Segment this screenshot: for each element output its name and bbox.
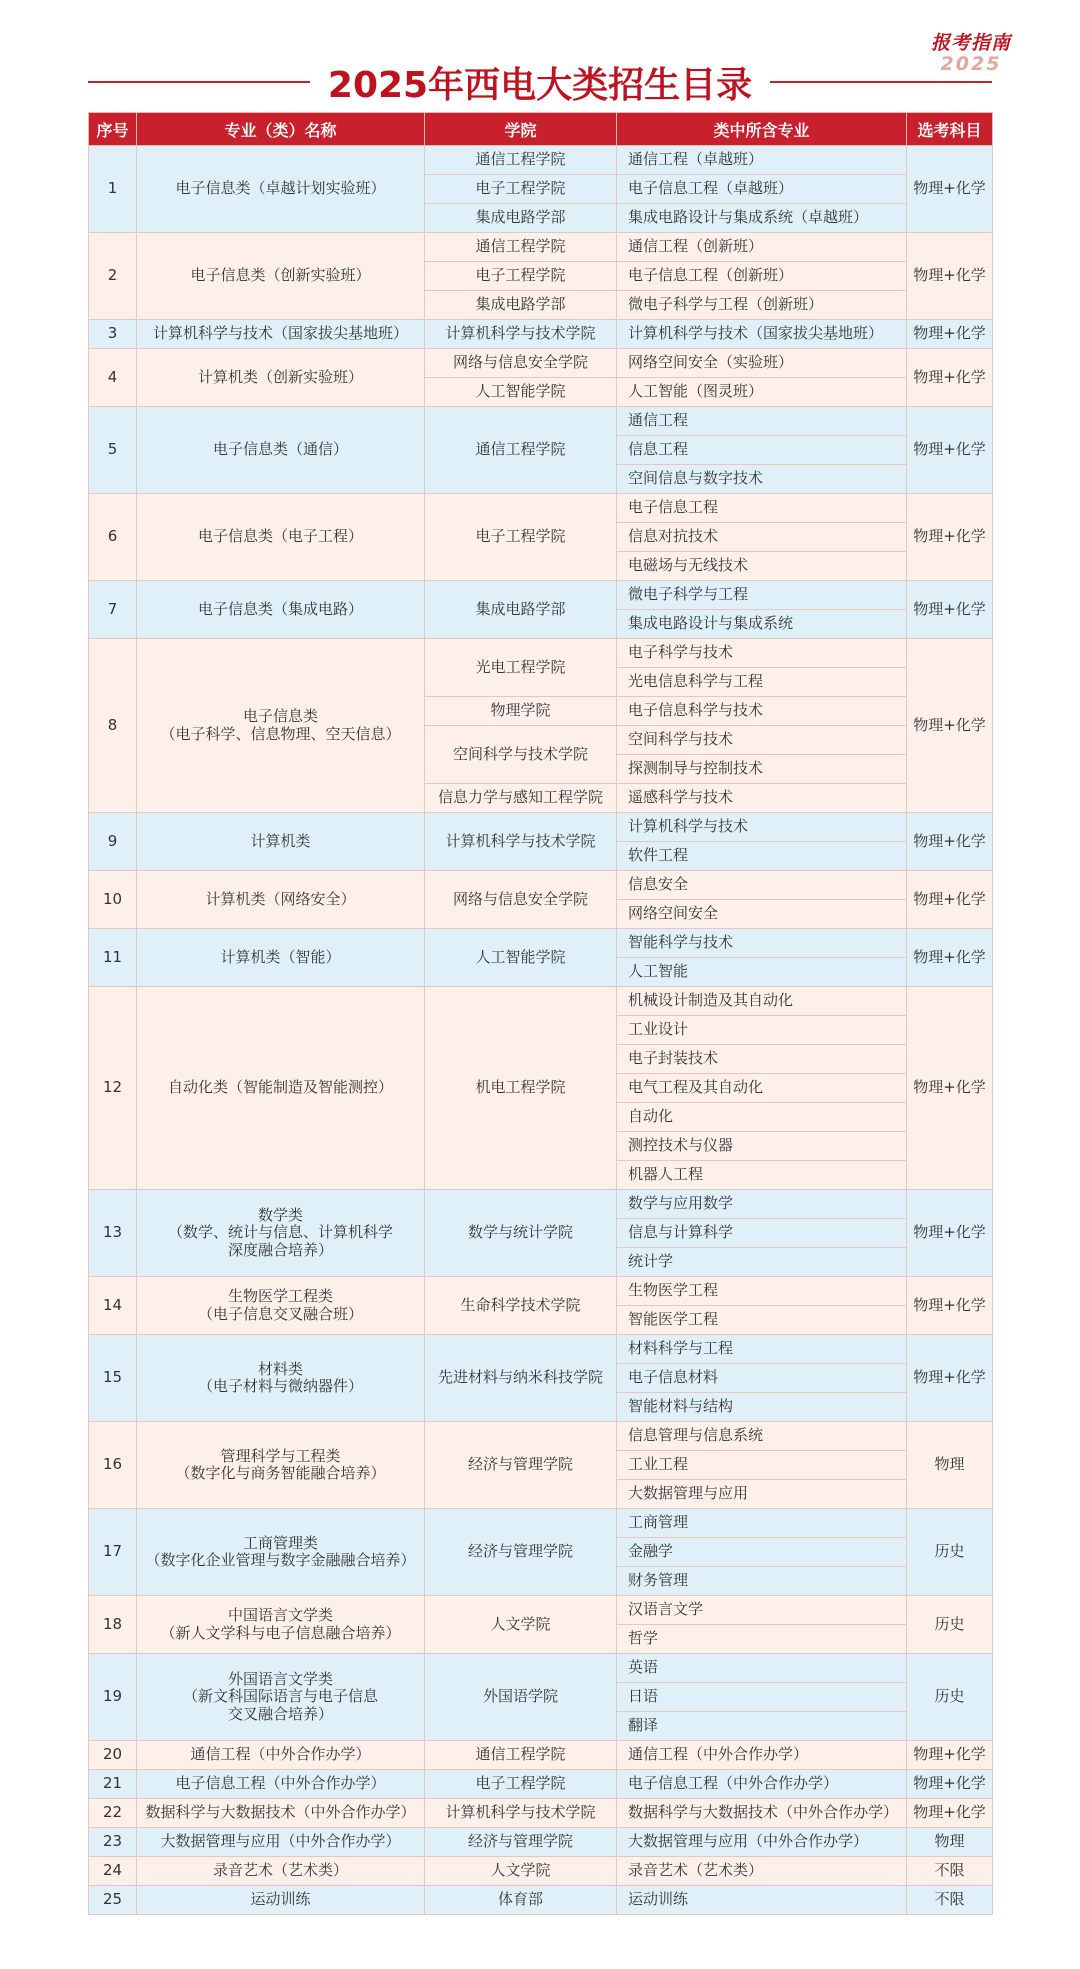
college-name: 经济与管理学院	[425, 1828, 617, 1857]
table-row	[89, 813, 993, 842]
college-name: 人文学院	[425, 1596, 617, 1654]
title-row	[88, 54, 992, 110]
college-name: 经济与管理学院	[425, 1509, 617, 1596]
college-name: 人工智能学院	[425, 929, 617, 987]
program-name: 材料类 （电子材料与微纳器件）	[137, 1335, 425, 1422]
subject-requirement: 物理+化学	[907, 1190, 993, 1277]
table-row	[89, 1596, 993, 1625]
major-name: 计算机科学与技术	[617, 813, 907, 842]
college-name: 光电工程学院	[425, 639, 617, 697]
row-index: 6	[89, 494, 137, 581]
row-index: 10	[89, 871, 137, 929]
row-index: 18	[89, 1596, 137, 1654]
major-name: 电气工程及其自动化	[617, 1074, 907, 1103]
row-index: 7	[89, 581, 137, 639]
table-row	[89, 349, 993, 378]
header-majors: 类中所含专业	[617, 113, 907, 146]
college-name: 电子工程学院	[425, 262, 617, 291]
college-name: 通信工程学院	[425, 233, 617, 262]
subject-requirement: 不限	[907, 1857, 993, 1886]
college-name: 集成电路学部	[425, 581, 617, 639]
major-name: 工商管理	[617, 1509, 907, 1538]
college-name: 生命科学技术学院	[425, 1277, 617, 1335]
major-name: 通信工程（中外合作办学）	[617, 1741, 907, 1770]
table-row	[89, 233, 993, 262]
row-index: 5	[89, 407, 137, 494]
major-name: 运动训练	[617, 1886, 907, 1915]
major-name: 电子信息工程（卓越班）	[617, 175, 907, 204]
table-row	[89, 871, 993, 900]
college-name: 集成电路学部	[425, 204, 617, 233]
row-index: 25	[89, 1886, 137, 1915]
subject-requirement: 历史	[907, 1654, 993, 1741]
subject-requirement: 物理+化学	[907, 494, 993, 581]
college-name: 机电工程学院	[425, 987, 617, 1190]
major-name: 信息对抗技术	[617, 523, 907, 552]
subject-requirement: 物理	[907, 1828, 993, 1857]
program-name: 计算机科学与技术（国家拔尖基地班）	[137, 320, 425, 349]
major-name: 哲学	[617, 1625, 907, 1654]
table-row	[89, 1857, 993, 1886]
college-name: 信息力学与感知工程学院	[425, 784, 617, 813]
table-row	[89, 1654, 993, 1683]
college-name: 计算机科学与技术学院	[425, 813, 617, 871]
subject-requirement: 物理+化学	[907, 349, 993, 407]
program-name: 电子信息工程（中外合作办学）	[137, 1770, 425, 1799]
table-row	[89, 146, 993, 175]
program-name: 电子信息类（通信）	[137, 407, 425, 494]
title-divider-left	[88, 81, 310, 83]
college-name: 通信工程学院	[425, 1741, 617, 1770]
major-name: 微电子科学与工程（创新班）	[617, 291, 907, 320]
program-name: 自动化类（智能制造及智能测控）	[137, 987, 425, 1190]
college-name: 电子工程学院	[425, 1770, 617, 1799]
college-name: 经济与管理学院	[425, 1422, 617, 1509]
row-index: 12	[89, 987, 137, 1190]
program-name: 外国语言文学类 （新文科国际语言与电子信息 交叉融合培养）	[137, 1654, 425, 1741]
subject-requirement: 物理+化学	[907, 871, 993, 929]
college-name: 人工智能学院	[425, 378, 617, 407]
header-subjects: 选考科目	[907, 113, 993, 146]
row-index: 23	[89, 1828, 137, 1857]
table-row	[89, 929, 993, 958]
major-name: 日语	[617, 1683, 907, 1712]
table-row	[89, 1799, 993, 1828]
major-name: 智能医学工程	[617, 1306, 907, 1335]
table-row	[89, 1422, 993, 1451]
row-index: 24	[89, 1857, 137, 1886]
college-name: 数学与统计学院	[425, 1190, 617, 1277]
subject-requirement: 物理	[907, 1422, 993, 1509]
college-name: 体育部	[425, 1886, 617, 1915]
subject-requirement: 物理+化学	[907, 1277, 993, 1335]
subject-requirement: 物理+化学	[907, 813, 993, 871]
row-index: 21	[89, 1770, 137, 1799]
college-name: 通信工程学院	[425, 407, 617, 494]
table-row	[89, 581, 993, 610]
major-name: 测控技术与仪器	[617, 1132, 907, 1161]
major-name: 电子信息工程（创新班）	[617, 262, 907, 291]
table-row	[89, 1509, 993, 1538]
program-name: 计算机类（创新实验班）	[137, 349, 425, 407]
header-index: 序号	[89, 113, 137, 146]
row-index: 9	[89, 813, 137, 871]
major-name: 软件工程	[617, 842, 907, 871]
program-name: 电子信息类（电子工程）	[137, 494, 425, 581]
program-name: 通信工程（中外合作办学）	[137, 1741, 425, 1770]
major-name: 通信工程（卓越班）	[617, 146, 907, 175]
program-name: 中国语言文学类 （新人文学科与电子信息融合培养）	[137, 1596, 425, 1654]
table-row	[89, 320, 993, 349]
major-name: 空间科学与技术	[617, 726, 907, 755]
major-name: 英语	[617, 1654, 907, 1683]
program-name: 计算机类（网络安全）	[137, 871, 425, 929]
major-name: 材料科学与工程	[617, 1335, 907, 1364]
table-row	[89, 1770, 993, 1799]
major-name: 网络空间安全（实验班）	[617, 349, 907, 378]
row-index: 19	[89, 1654, 137, 1741]
college-name: 物理学院	[425, 697, 617, 726]
table-row	[89, 407, 993, 436]
major-name: 空间信息与数字技术	[617, 465, 907, 494]
college-name: 计算机科学与技术学院	[425, 320, 617, 349]
header-program-name: 专业（类）名称	[137, 113, 425, 146]
subject-requirement: 物理+化学	[907, 929, 993, 987]
page-title: 2025年西电大类招生目录	[327, 64, 753, 106]
subject-requirement: 物理+化学	[907, 987, 993, 1190]
major-name: 智能科学与技术	[617, 929, 907, 958]
row-index: 8	[89, 639, 137, 813]
major-name: 生物医学工程	[617, 1277, 907, 1306]
row-index: 15	[89, 1335, 137, 1422]
major-name: 微电子科学与工程	[617, 581, 907, 610]
major-name: 计算机科学与技术（国家拔尖基地班）	[617, 320, 907, 349]
major-name: 大数据管理与应用（中外合作办学）	[617, 1828, 907, 1857]
major-name: 信息与计算科学	[617, 1219, 907, 1248]
program-name: 电子信息类（集成电路）	[137, 581, 425, 639]
program-name: 运动训练	[137, 1886, 425, 1915]
major-name: 人工智能	[617, 958, 907, 987]
row-index: 13	[89, 1190, 137, 1277]
major-name: 数学与应用数学	[617, 1190, 907, 1219]
major-name: 电子科学与技术	[617, 639, 907, 668]
major-name: 自动化	[617, 1103, 907, 1132]
title-divider-right	[770, 81, 992, 83]
row-index: 14	[89, 1277, 137, 1335]
table-row	[89, 1828, 993, 1857]
major-name: 信息管理与信息系统	[617, 1422, 907, 1451]
badge-year: 2025	[940, 53, 1002, 75]
table-row	[89, 1335, 993, 1364]
header-college: 学院	[425, 113, 617, 146]
major-name: 信息工程	[617, 436, 907, 465]
major-name: 电子信息工程（中外合作办学）	[617, 1770, 907, 1799]
subject-requirement: 物理+化学	[907, 1741, 993, 1770]
major-name: 电子封装技术	[617, 1045, 907, 1074]
major-name: 网络空间安全	[617, 900, 907, 929]
college-name: 集成电路学部	[425, 291, 617, 320]
college-name: 计算机科学与技术学院	[425, 1799, 617, 1828]
row-index: 11	[89, 929, 137, 987]
major-name: 大数据管理与应用	[617, 1480, 907, 1509]
college-name: 电子工程学院	[425, 175, 617, 204]
major-name: 集成电路设计与集成系统（卓越班）	[617, 204, 907, 233]
major-name: 光电信息科学与工程	[617, 668, 907, 697]
row-index: 1	[89, 146, 137, 233]
program-name: 电子信息类（创新实验班）	[137, 233, 425, 320]
major-name: 统计学	[617, 1248, 907, 1277]
subject-requirement: 历史	[907, 1596, 993, 1654]
major-name: 汉语言文学	[617, 1596, 907, 1625]
major-name: 通信工程	[617, 407, 907, 436]
admissions-table	[88, 112, 993, 1915]
program-name: 数学类 （数学、统计与信息、计算机科学 深度融合培养）	[137, 1190, 425, 1277]
subject-requirement: 物理+化学	[907, 1799, 993, 1828]
subject-requirement: 物理+化学	[907, 320, 993, 349]
major-name: 信息安全	[617, 871, 907, 900]
program-name: 生物医学工程类 （电子信息交叉融合班）	[137, 1277, 425, 1335]
row-index: 20	[89, 1741, 137, 1770]
program-name: 录音艺术（艺术类）	[137, 1857, 425, 1886]
table-row	[89, 1190, 993, 1219]
program-name: 大数据管理与应用（中外合作办学）	[137, 1828, 425, 1857]
table-row	[89, 1277, 993, 1306]
college-name: 人文学院	[425, 1857, 617, 1886]
major-name: 工业设计	[617, 1016, 907, 1045]
subject-requirement: 不限	[907, 1886, 993, 1915]
college-name: 先进材料与纳米科技学院	[425, 1335, 617, 1422]
program-name: 工商管理类 （数字化企业管理与数字金融融合培养）	[137, 1509, 425, 1596]
college-name: 通信工程学院	[425, 146, 617, 175]
program-name: 电子信息类（卓越计划实验班）	[137, 146, 425, 233]
row-index: 22	[89, 1799, 137, 1828]
college-name: 网络与信息安全学院	[425, 871, 617, 929]
subject-requirement: 物理+化学	[907, 233, 993, 320]
major-name: 翻译	[617, 1712, 907, 1741]
major-name: 遥感科学与技术	[617, 784, 907, 813]
row-index: 3	[89, 320, 137, 349]
college-name: 空间科学与技术学院	[425, 726, 617, 784]
major-name: 集成电路设计与集成系统	[617, 610, 907, 639]
major-name: 机器人工程	[617, 1161, 907, 1190]
table-body	[89, 146, 993, 1915]
college-name: 网络与信息安全学院	[425, 349, 617, 378]
major-name: 数据科学与大数据技术（中外合作办学）	[617, 1799, 907, 1828]
major-name: 录音艺术（艺术类）	[617, 1857, 907, 1886]
table-row	[89, 494, 993, 523]
subject-requirement: 历史	[907, 1509, 993, 1596]
college-name: 电子工程学院	[425, 494, 617, 581]
major-name: 电子信息材料	[617, 1364, 907, 1393]
subject-requirement: 物理+化学	[907, 639, 993, 813]
program-name: 计算机类（智能）	[137, 929, 425, 987]
subject-requirement: 物理+化学	[907, 1335, 993, 1422]
table-row	[89, 1886, 993, 1915]
row-index: 2	[89, 233, 137, 320]
major-name: 财务管理	[617, 1567, 907, 1596]
major-name: 人工智能（图灵班）	[617, 378, 907, 407]
table-row	[89, 987, 993, 1016]
major-name: 机械设计制造及其自动化	[617, 987, 907, 1016]
major-name: 电子信息工程	[617, 494, 907, 523]
subject-requirement: 物理+化学	[907, 146, 993, 233]
table-row	[89, 1741, 993, 1770]
table-row	[89, 639, 993, 668]
subject-requirement: 物理+化学	[907, 1770, 993, 1799]
major-name: 通信工程（创新班）	[617, 233, 907, 262]
row-index: 17	[89, 1509, 137, 1596]
program-name: 管理科学与工程类 （数字化与商务智能融合培养）	[137, 1422, 425, 1509]
subject-requirement: 物理+化学	[907, 407, 993, 494]
program-name: 计算机类	[137, 813, 425, 871]
row-index: 16	[89, 1422, 137, 1509]
major-name: 工业工程	[617, 1451, 907, 1480]
major-name: 探测制导与控制技术	[617, 755, 907, 784]
program-name: 数据科学与大数据技术（中外合作办学）	[137, 1799, 425, 1828]
major-name: 电子信息科学与技术	[617, 697, 907, 726]
table-header-row	[89, 113, 993, 146]
college-name: 外国语学院	[425, 1654, 617, 1741]
major-name: 金融学	[617, 1538, 907, 1567]
major-name: 电磁场与无线技术	[617, 552, 907, 581]
badge-title: 报考指南	[930, 32, 1011, 54]
subject-requirement: 物理+化学	[907, 581, 993, 639]
major-name: 智能材料与结构	[617, 1393, 907, 1422]
program-name: 电子信息类 （电子科学、信息物理、空天信息）	[137, 639, 425, 813]
row-index: 4	[89, 349, 137, 407]
